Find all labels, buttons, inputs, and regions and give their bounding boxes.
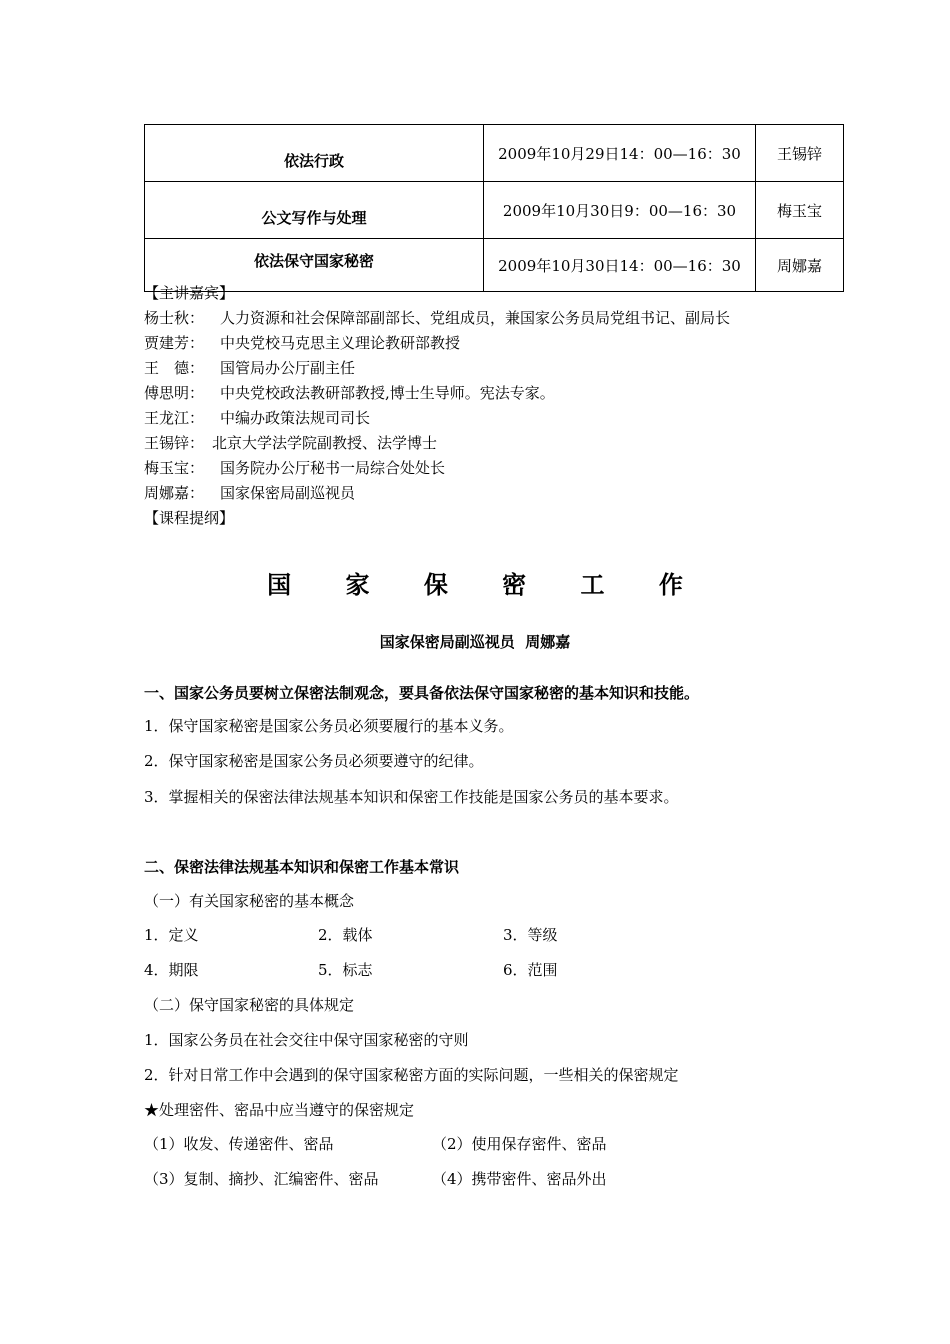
handling-item: （1）收发、传递密件、密品 [144, 1135, 334, 1153]
speaker-role: 人力资源和社会保障部副部长、党组成员，兼国家公务员局党组书记、副局长 [220, 309, 731, 327]
course-lecturer: 周娜嘉 [756, 239, 844, 292]
subsection-heading: （一）有关国家秘密的基本概念 [144, 892, 355, 910]
concept-item: 6．范围 [503, 961, 558, 979]
title-char: 国 [267, 571, 292, 599]
rule-item: 2．针对日常工作中会遇到的保守国家秘密方面的实际问题，一些相关的保密规定 [144, 1066, 679, 1084]
handling-item: （2）使用保存密件、密品 [432, 1135, 607, 1153]
section-item: 3．掌握相关的保密法律法规基本知识和保密工作技能是国家公务员的基本要求。 [144, 788, 679, 806]
speaker-role: 中央党校马克思主义理论教研部教授 [220, 334, 461, 352]
rule-item: 1．国家公务员在社会交往中保守国家秘密的守则 [144, 1031, 469, 1049]
speaker-name: 杨士秋： [144, 309, 205, 327]
speaker-role: 中编办政策法规司司长 [220, 409, 371, 427]
course-time: 2009年10月30日14：00—16：30 [484, 239, 756, 292]
course-name: 依法行政 [145, 125, 484, 182]
speaker-name: 傅思明： [144, 384, 205, 402]
table-row [145, 182, 844, 239]
speaker-name: 梅玉宝： [144, 459, 205, 477]
course-name: 公文写作与处理 [145, 182, 484, 239]
speaker-name: 周娜嘉： [144, 484, 205, 502]
concept-item: 2．载体 [318, 926, 373, 944]
speaker-role: 国管局办公厅副主任 [220, 359, 356, 377]
speaker-name: 王 德： [144, 359, 205, 377]
course-lecturer: 梅玉宝 [756, 182, 844, 239]
speaker-name: 贾建芳： [144, 334, 205, 352]
speakers-heading: 【主讲嘉宾】 [144, 284, 235, 302]
title-char: 工 [580, 571, 605, 599]
handling-item: （3）复制、摘抄、汇编密件、密品 [144, 1170, 379, 1188]
speaker-role: 国家保密局副巡视员 [220, 484, 356, 502]
subsection-heading: （二）保守国家秘密的具体规定 [144, 996, 355, 1014]
page-title [0, 565, 950, 600]
speaker-role: 国务院办公厅秘书一局综合处处长 [220, 459, 446, 477]
course-time: 2009年10月30日9：00—16：30 [484, 182, 756, 239]
title-char: 家 [345, 571, 370, 599]
handling-item: （4）携带密件、密品外出 [432, 1170, 607, 1188]
course-lecturer: 王锡锌 [756, 125, 844, 182]
section-item: 1．保守国家秘密是国家公务员必须要履行的基本义务。 [144, 717, 514, 735]
concept-item: 5．标志 [318, 961, 373, 979]
concept-item: 4．期限 [144, 961, 199, 979]
section-heading: 二、保密法律法规基本知识和保密工作基本常识 [144, 858, 460, 876]
section-heading: 一、国家公务员要树立保密法制观念，要具备依法保守国家秘密的基本知识和技能。 [144, 684, 700, 702]
outline-heading: 【课程提纲】 [144, 509, 235, 527]
speaker-role: 中央党校政法教研部教授,博士生导师。宪法专家。 [220, 384, 555, 402]
speaker-row [144, 383, 555, 403]
title-char: 保 [423, 571, 448, 599]
course-time: 2009年10月29日14：00—16：30 [484, 125, 756, 182]
speaker-row [144, 408, 370, 428]
table-row [145, 239, 844, 292]
speaker-role: 北京大学法学院副教授、法学博士 [212, 434, 438, 452]
speaker-row [144, 433, 437, 453]
concept-item: 1．定义 [144, 926, 199, 944]
table-row [145, 125, 844, 182]
section-item: 2．保守国家秘密是国家公务员必须要遵守的纪律。 [144, 752, 484, 770]
concept-item: 3．等级 [503, 926, 558, 944]
speaker-name: 王龙江： [144, 409, 205, 427]
title-char: 密 [502, 571, 527, 599]
schedule-table [144, 124, 844, 292]
title-char: 作 [658, 571, 683, 599]
author-line: 国家保密局副巡视员 周娜嘉 [379, 633, 571, 651]
speaker-name: 王锡锌： [144, 434, 205, 452]
speaker-row [144, 308, 730, 328]
speaker-row [144, 458, 445, 478]
speaker-row [144, 333, 460, 353]
speaker-row [144, 483, 355, 503]
star-item: ★处理密件、密品中应当遵守的保密规定 [144, 1101, 415, 1119]
course-name: 依法保守国家秘密 [145, 239, 484, 292]
speaker-row [144, 358, 355, 378]
